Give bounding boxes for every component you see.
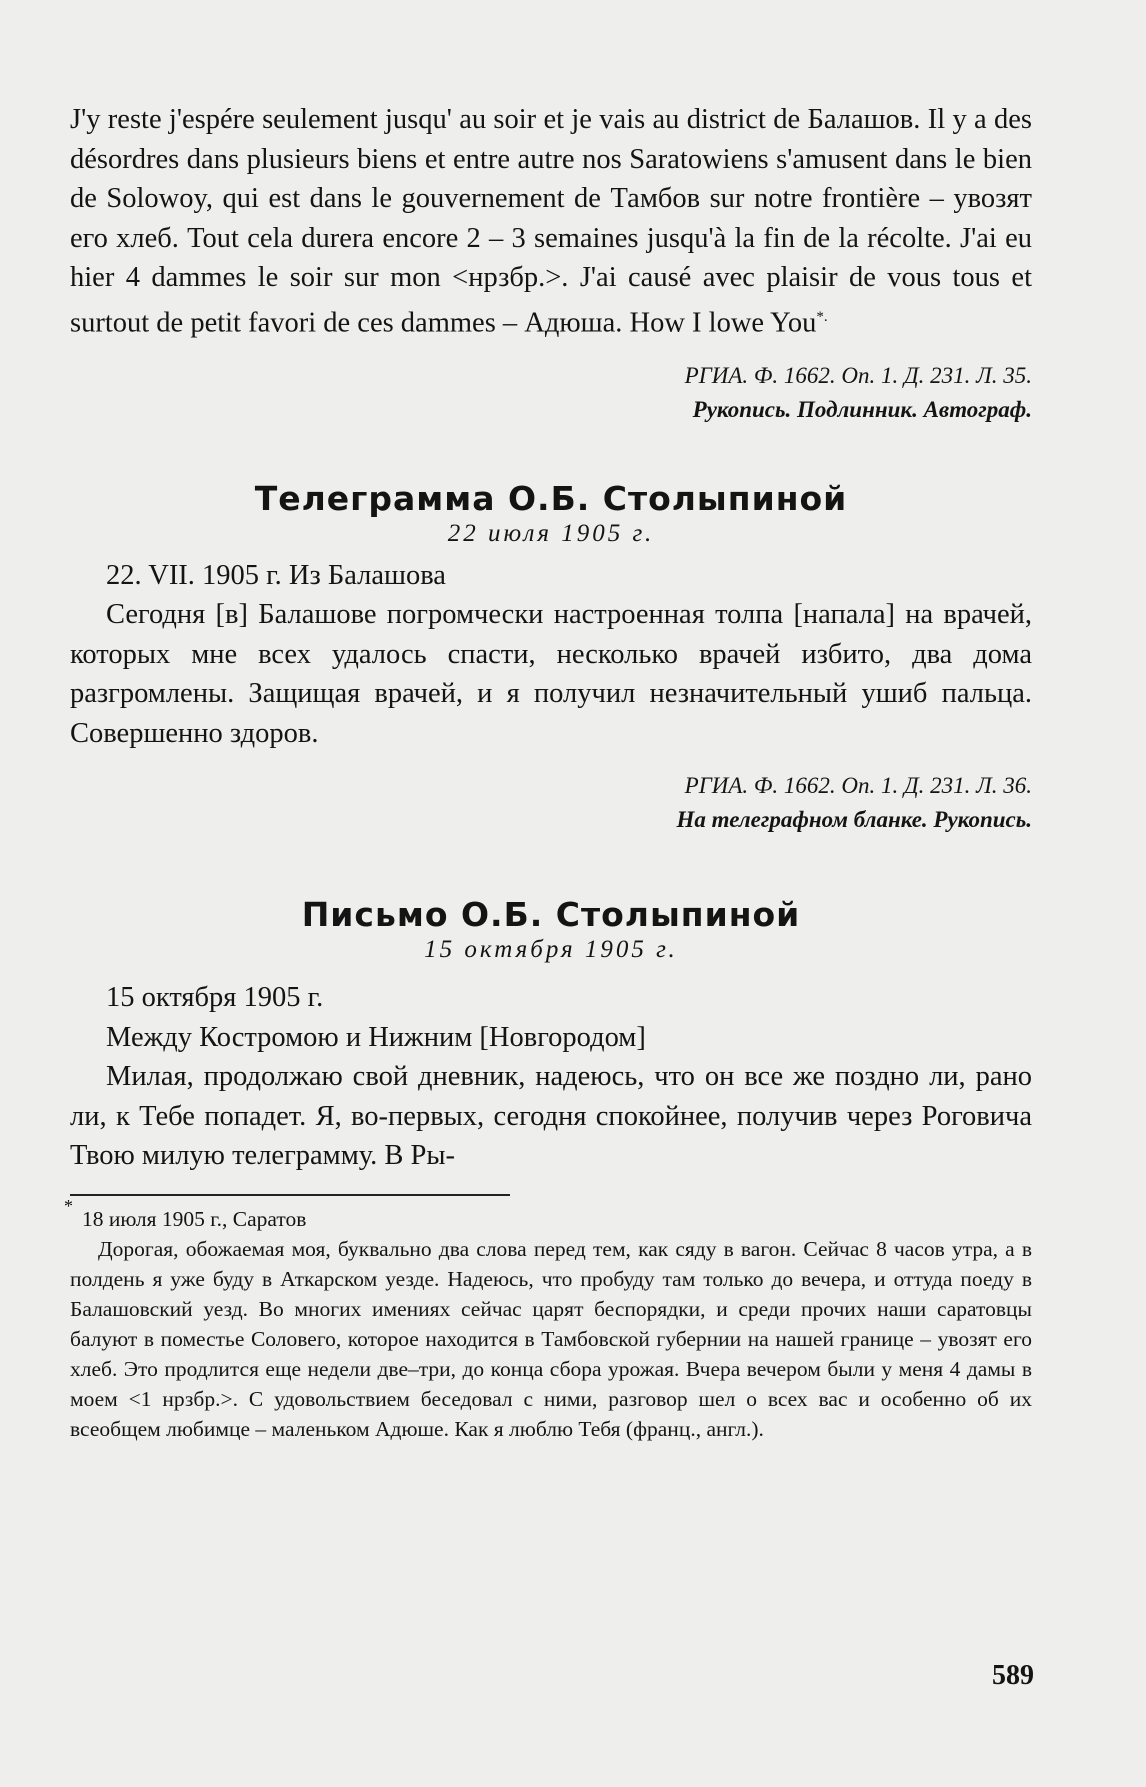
footnote-marker: *.: [816, 308, 828, 325]
telegram-title: Телеграмма О.Б. Столыпиной: [254, 478, 848, 518]
letter2-place: Между Костромою и Нижним [Новгородом]: [106, 1021, 646, 1053]
letter2-date: 15 октября 1905 г.: [424, 936, 678, 963]
footnote-text: Дорогая, обожаемая моя, буквально два слова перед тем, как сяду в вагон. Сейчас 8 часов утра, а в полдень я уже буду в Аткарском уезде. Надеюсь, что пробуду там только до вечера, и оттуда поеду в Балашовский уезд. Во многих имениях сейчас царят беспорядки, и среди прочих наши саратовцы балуют в поместье Соловего, которое находится в Тамбовской губернии на нашей границе – увозят его хлеб. Это продлится еще недели две–три, до конца сбора урожая. Вчера вечером были у меня 4 дамы в моем <1 нрзбр.>. С удовольствием беседовал с ними, разговор шел о всех вас и особенно об их всеобщем любимце – маленьком Адюше. Как я люблю Тебя (франц., англ.).: [70, 1236, 1032, 1441]
letter2-text: Милая, продолжаю свой дневник, надеюсь, что он все же поздно ли, рано ли, к Тебе попадет. Я, во-первых, сегодня спокойнее, получив через Роговича Твою милую телеграмму. В Ры-: [70, 1061, 1032, 1171]
page-body: [64, 100, 1032, 1444]
letter2-dateline: 15 октября 1905 г.: [106, 982, 324, 1013]
telegram-dateline: 22. VII. 1905 г. Из Балашова: [106, 559, 446, 591]
telegram-text: Сегодня [в] Балашове погромчески настроенная толпа [напала] на врачей, которых мне всех удалось спасти, несколько врачей избито, два дома разгромлены. Защищая врачей, и я получил незначительный ушиб пальца. Совершенно здоров.: [70, 599, 1032, 749]
page-number: 589: [992, 1660, 1034, 1691]
footnote: [64, 1195, 1032, 1444]
letter2-title: Письмо О.Б. Столыпиной: [301, 895, 801, 934]
footnote-dateline: 18 июля 1905 г., Саратов: [82, 1206, 307, 1231]
footnote-rule: [70, 1194, 510, 1196]
footnote-mark: *: [64, 1195, 73, 1216]
telegram-source: РГИА. Ф. 1662. Оп. 1. Д. 231. Л. 36.: [684, 773, 1032, 798]
telegram-note: На телеграфном бланке. Рукопись.: [676, 807, 1032, 832]
telegram-date: 22 июля 1905 г.: [447, 519, 655, 547]
letter1-note: Рукопись. Подлинник. Автограф.: [692, 396, 1032, 422]
letter1-source: РГИА. Ф. 1662. Оп. 1. Д. 231. Л. 35.: [684, 362, 1032, 388]
letter1-text: J'y reste j'espére seulement jusqu' au soir et je vais au district de Балашов. Il y a des désordres dans plusieurs biens et entre autre nos Saratowiens s'amusent dans le bien de Solowoy, qui est dans le gouvernement de Тамбов sur notre frontière – увозят его хлеб. Tout cela durera encore 2 – 3 semaines jusqu'à la fin de la récolte. J'ai eu hier 4 dammes le soir sur mon <нрзбр.>. J'ai causé avec plaisir de vous tous et surtout de petit favori de ces dammes – Адюша. How I lowe You*.: [70, 104, 1032, 338]
